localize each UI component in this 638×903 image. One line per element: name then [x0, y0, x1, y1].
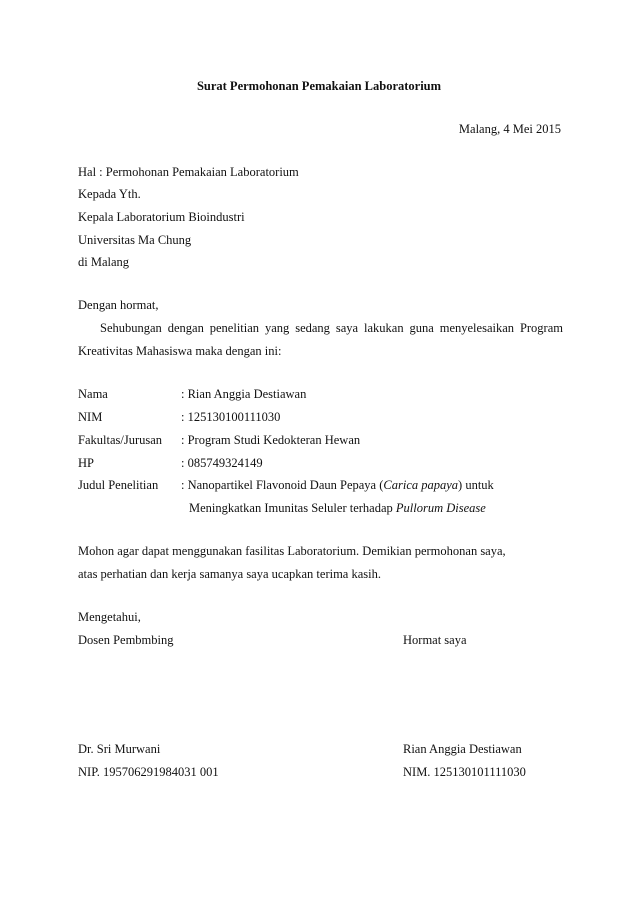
recipient-title: Kepala Laboratorium Bioindustri	[78, 210, 245, 224]
judul-value-line-2	[189, 500, 486, 516]
right-signature-name: Rian Anggia Destiawan	[403, 742, 522, 756]
closing-line-1: Mohon agar dapat menggunakan fasilitas Laboratorium. Demikian permohonan saya,	[78, 544, 506, 558]
subject-line: Hal : Permohonan Pemakaian Laboratorium	[78, 165, 299, 179]
judul-label: Judul Penelitian	[78, 478, 159, 492]
hp-value: : 085749324149	[181, 456, 263, 470]
nim-label: NIM	[78, 410, 103, 424]
judul-italic-species: Carica papaya	[383, 478, 459, 492]
recipient-city: di Malang	[78, 255, 130, 269]
right-signature-id: NIM. 125130101111030	[403, 765, 526, 779]
judul-value-line-1	[181, 477, 494, 493]
left-signature-id: NIP. 195706291984031 001	[78, 765, 219, 779]
hp-label: HP	[78, 456, 94, 470]
left-signature-name: Dr. Sri Murwani	[78, 742, 161, 756]
nama-label: Nama	[78, 387, 108, 401]
closing-line-2: atas perhatian dan kerja samanya saya ucapkan terima kasih.	[78, 567, 381, 581]
fakultas-value: : Program Studi Kedokteran Hewan	[181, 433, 361, 447]
judul-text-2a: Meningkatkan Imunitas Seluler terhadap	[189, 501, 396, 515]
left-signature-role: Dosen Pembmbing	[78, 633, 174, 647]
mengetahui-label: Mengetahui,	[78, 610, 141, 624]
opening-line-1: Sehubungan dengan penelitian yang sedang saya lakukan guna menyelesaikan Program	[100, 321, 563, 335]
judul-italic-disease: Pullorum Disease	[395, 501, 486, 515]
letter-title: Surat Permohonan Pemakaian Laboratorium	[196, 79, 442, 93]
right-signature-role: Hormat saya	[403, 633, 467, 647]
recipient-university: Universitas Ma Chung	[78, 233, 192, 247]
judul-text-1a: : Nanopartikel Flavonoid Daun Pepaya (	[181, 478, 384, 492]
letter-date: Malang, 4 Mei 2015	[458, 122, 561, 136]
nama-value: : Rian Anggia Destiawan	[181, 387, 307, 401]
recipient-greeting: Kepada Yth.	[78, 187, 141, 201]
nim-value: : 125130100111030	[181, 410, 281, 424]
judul-text-1b: ) untuk	[458, 478, 494, 492]
salutation: Dengan hormat,	[78, 298, 159, 312]
fakultas-label: Fakultas/Jurusan	[78, 433, 163, 447]
opening-line-2: Kreativitas Mahasiswa maka dengan ini:	[78, 344, 282, 358]
